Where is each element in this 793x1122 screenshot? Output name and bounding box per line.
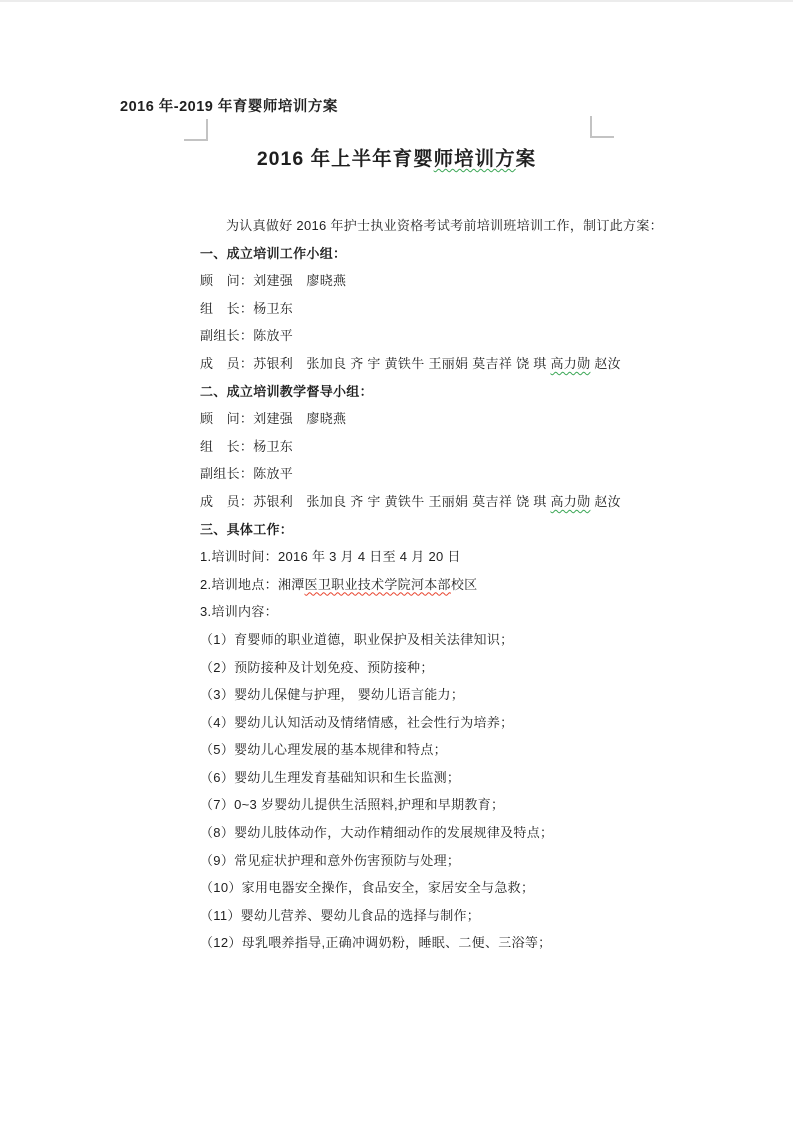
doc-line	[200, 433, 640, 461]
text-segment: 2016 年上半年育婴	[256, 148, 434, 170]
doc-line	[200, 350, 640, 378]
document-body	[200, 212, 663, 957]
text-segment: 一、成立培训工作小组：	[200, 245, 347, 261]
text-segment: （6）婴幼儿生理发育基础知识和生长监测；	[200, 769, 461, 785]
doc-line	[200, 819, 640, 847]
text-segment: （3）婴幼儿保健与护理， 婴幼儿语言能力；	[200, 687, 465, 703]
text-segment: （9）常见症状护理和意外伤害预防与处理；	[200, 852, 461, 868]
doc-line	[200, 902, 640, 930]
text-segment: 2.培训地点：湘潭	[200, 576, 305, 592]
margin-corner-left-icon	[184, 119, 208, 141]
doc-line	[200, 598, 640, 626]
text-segment: 为认真做好 2016 年护士执业资格考试考前培训班培训工作，制订此方案：	[226, 218, 663, 233]
doc-line	[200, 681, 640, 709]
text-segment: （7）0~3 岁婴幼儿提供生活照料,护理和早期教育；	[200, 797, 505, 813]
text-segment: 副组长：陈放平	[200, 466, 294, 482]
text-segment: 顾 问：刘建强 廖晓燕	[200, 411, 347, 427]
doc-line	[200, 626, 640, 654]
text-segment: （1）育婴师的职业道德，职业保护及相关法律知识；	[200, 631, 514, 647]
spellcheck-green-text: 师培训方	[433, 148, 516, 170]
doc-line	[200, 488, 640, 516]
doc-line	[200, 543, 640, 571]
text-segment: （4）婴幼儿认知活动及情绪情感，社会性行为培养；	[200, 714, 514, 730]
doc-line	[200, 378, 640, 406]
margin-corner-right-icon	[590, 116, 614, 138]
text-segment: 赵汝	[590, 493, 621, 509]
text-segment: （10）家用电器安全操作，食品安全，家居安全与急救；	[200, 880, 535, 896]
text-segment: 校区	[450, 576, 478, 592]
text-segment: 成 员：苏银利 张加良 齐 宇 黄铁牛 王丽娟 莫吉祥 饶 琪	[200, 493, 551, 509]
text-segment: 副组长：陈放平	[200, 328, 294, 344]
text-segment: 1.培训时间：2016 年 3 月 4 日至 4 月 20 日	[200, 549, 461, 565]
doc-line	[200, 791, 640, 819]
spellcheck-green-text: 高力勋	[550, 355, 591, 371]
doc-line	[200, 709, 640, 737]
document-title	[0, 143, 793, 171]
doc-line	[200, 516, 640, 544]
spellcheck-green-text: 高力勋	[550, 493, 591, 509]
text-segment: 组 长：杨卫东	[200, 438, 294, 454]
text-segment: 二、成立培训教学督导小组：	[200, 383, 373, 399]
doc-line	[200, 212, 663, 240]
document-filename-heading: 2016 年-2019 年育婴师培训方案	[120, 99, 338, 115]
doc-line	[200, 571, 640, 599]
text-segment: （5）婴幼儿心理发展的基本规律和特点；	[200, 742, 447, 758]
text-segment: 3.培训内容：	[200, 604, 278, 620]
doc-line	[200, 736, 640, 764]
doc-line	[200, 322, 640, 350]
doc-line	[200, 847, 640, 875]
doc-line	[200, 929, 640, 957]
text-segment: 成 员：苏银利 张加良 齐 宇 黄铁牛 王丽娟 莫吉祥 饶 琪	[200, 355, 551, 371]
spellcheck-red-text: 医卫职业技术学院河本部	[304, 576, 451, 592]
doc-line	[200, 267, 640, 295]
doc-line	[200, 405, 640, 433]
doc-line	[200, 240, 640, 268]
text-segment: 案	[515, 148, 537, 170]
doc-line	[200, 874, 640, 902]
window-top-divider	[0, 0, 793, 2]
text-segment: （2）预防接种及计划免疫、预防接种；	[200, 659, 434, 675]
text-segment: （8）婴幼儿肢体动作，大动作精细动作的发展规律及特点；	[200, 825, 554, 841]
text-segment: 三、具体工作：	[200, 521, 294, 537]
text-segment: （12）母乳喂养指导,正确冲调奶粉，睡眠、二便、三浴等；	[200, 935, 552, 951]
text-segment: 顾 问：刘建强 廖晓燕	[200, 273, 347, 289]
text-segment: 组 长：杨卫东	[200, 300, 294, 316]
doc-line	[200, 460, 640, 488]
text-segment: 赵汝	[590, 355, 621, 371]
doc-line	[200, 295, 640, 323]
doc-line	[200, 764, 640, 792]
doc-line	[200, 654, 640, 682]
text-segment: （11）婴幼儿营养、婴幼儿食品的选择与制作；	[200, 907, 481, 923]
